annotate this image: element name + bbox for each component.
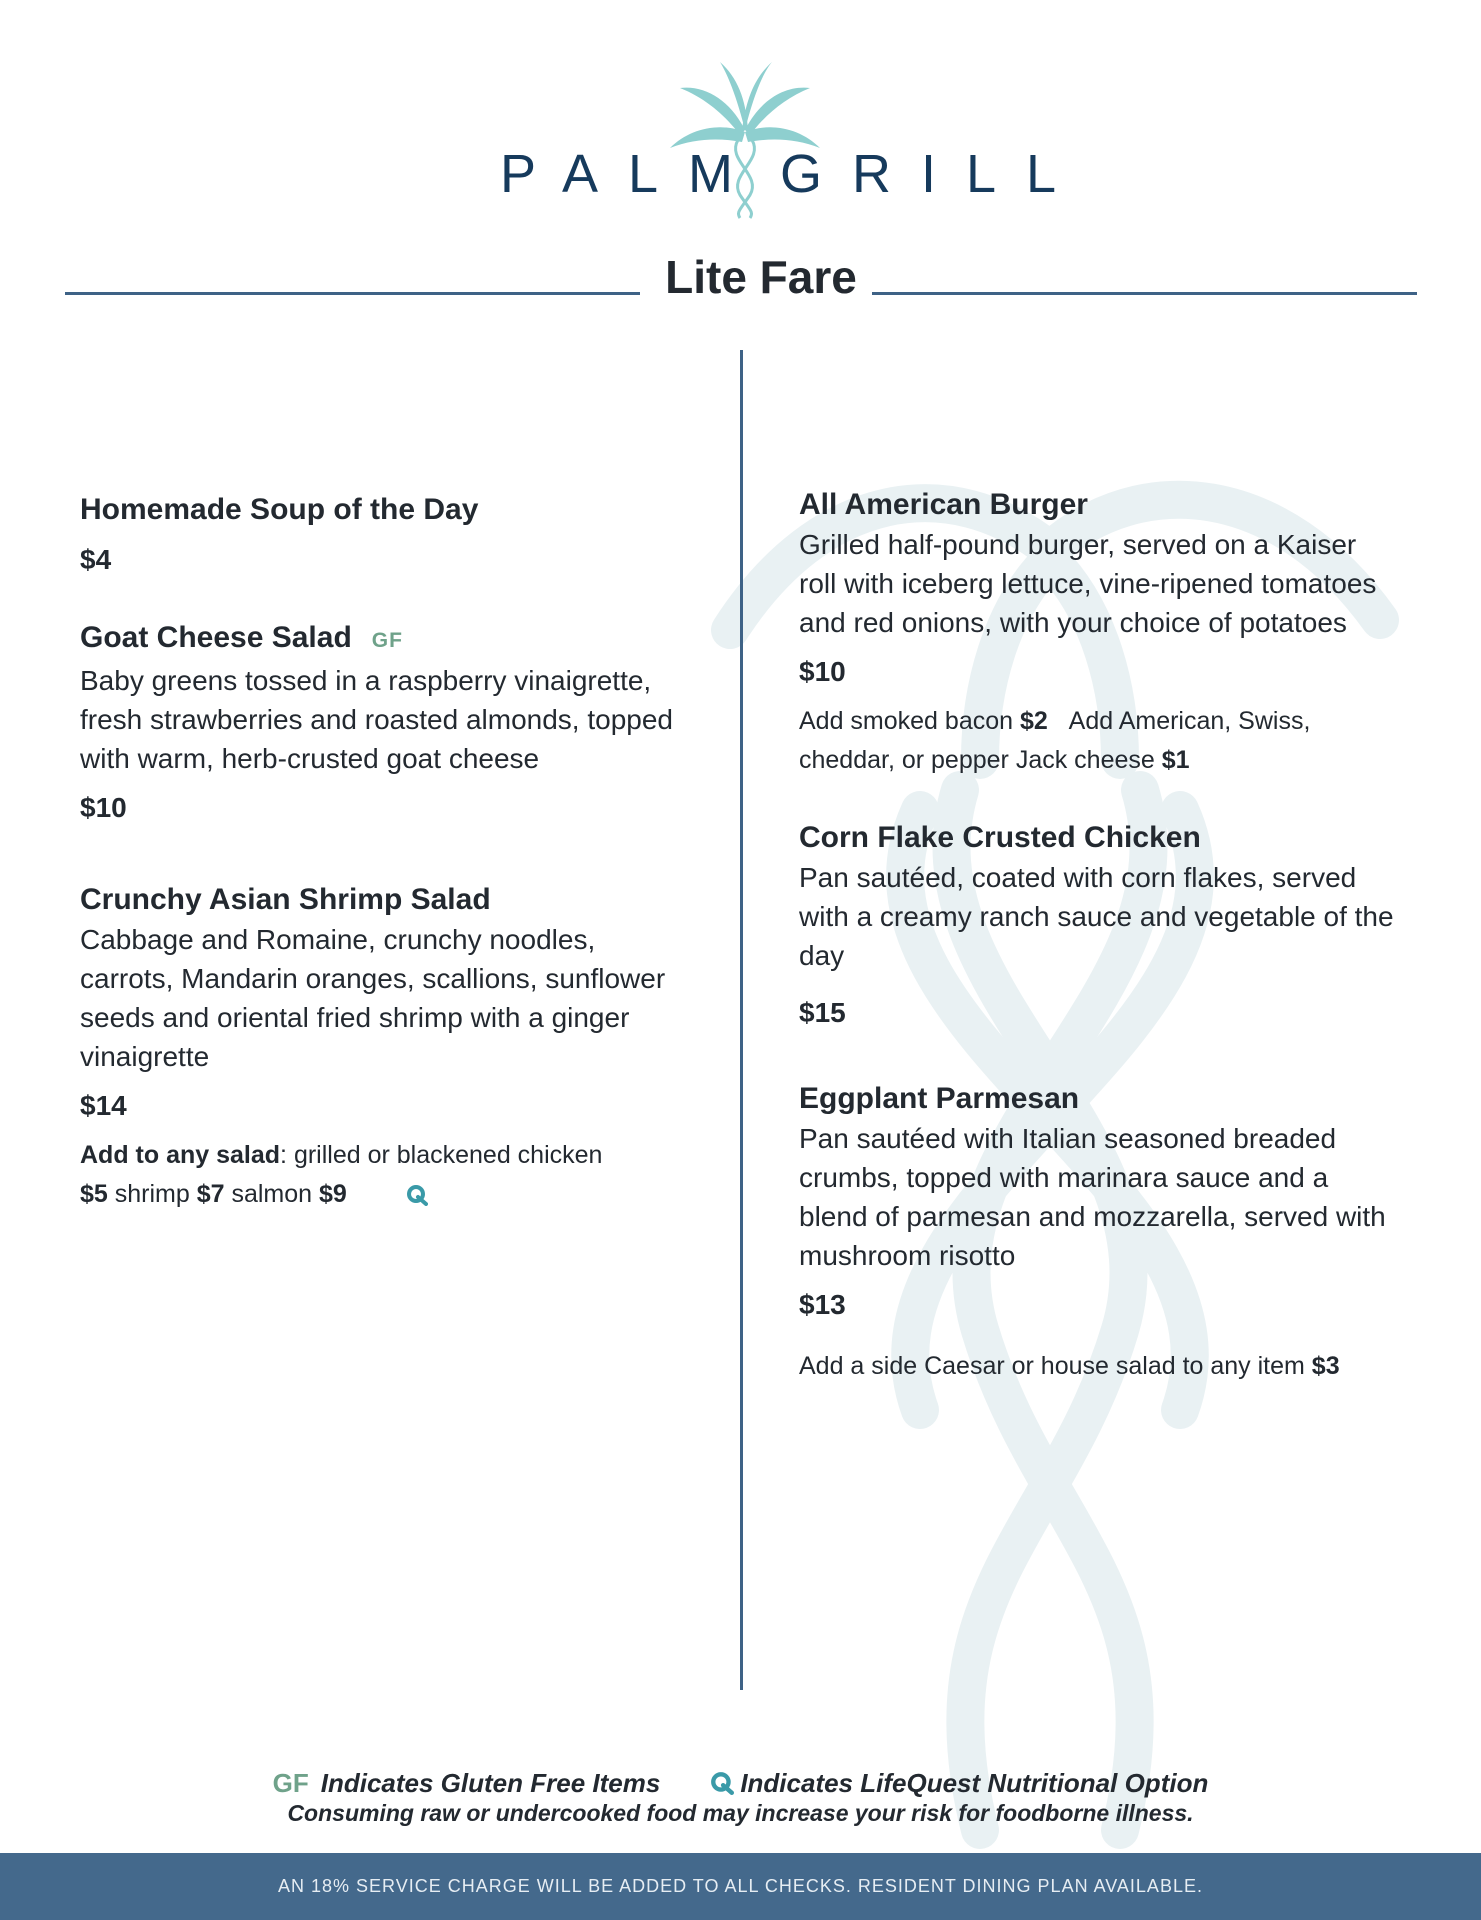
q-swirl-icon: [710, 1771, 734, 1795]
item-price: $13: [799, 1289, 846, 1320]
item-price: $10: [80, 792, 127, 823]
gf-legend-text: Indicates Gluten Free Items: [320, 1768, 661, 1798]
item-name-text: Goat Cheese Salad: [80, 621, 352, 654]
menu-item: [799, 818, 1399, 1033]
title-rule-left: [65, 292, 640, 295]
q-swirl-icon: [406, 1184, 428, 1206]
menu-item: [799, 485, 1399, 780]
addon-text: Add American, Swiss, cheddar, or pepper Jack cheese: [799, 707, 1311, 774]
menu-item: [799, 1079, 1399, 1325]
section-header: [65, 250, 1417, 320]
item-name: Eggplant Parmesan: [799, 1082, 1080, 1115]
item-description: Baby greens tossed in a raspberry vinaigrette, fresh strawberries and roasted almonds, topped with warm, herb-crusted goat cheese: [80, 665, 673, 774]
item-name: Homemade Soup of the Day: [80, 493, 479, 526]
item-price: $10: [799, 656, 846, 687]
item-name: Crunchy Asian Shrimp Salad: [80, 883, 491, 916]
addon-price: $2: [1019, 707, 1048, 735]
addon-lead: Add to any salad: [80, 1141, 281, 1169]
item-description: Cabbage and Romaine, crunchy noodles, carrots, Mandarin oranges, scallions, sunflower seeds and oriental fried shrimp with a ginger vinaigrette: [80, 924, 666, 1072]
menu-item: [80, 880, 680, 1126]
item-price: $4: [80, 544, 112, 575]
item-price: $15: [799, 997, 846, 1028]
addon-price: $5: [80, 1180, 108, 1208]
q-legend-text: Indicates LifeQuest Nutritional Option: [740, 1768, 1209, 1798]
item-name: [80, 618, 680, 661]
service-charge-text: AN 18% SERVICE CHARGE WILL BE ADDED TO ALL CHECKS. RESIDENT DINING PLAN AVAILABLE.: [278, 1876, 1203, 1896]
food-safety-warning: Consuming raw or undercooked food may increase your risk for foodborne illness.: [287, 1800, 1194, 1826]
addon-price: $3: [1311, 1352, 1340, 1380]
addon-text: Add a side Caesar or house salad to any item: [799, 1352, 1312, 1380]
brand-left-word: PALM: [500, 144, 764, 204]
item-description: Pan sautéed with Italian seasoned breaded crumbs, topped with marinara sauce and a blend of parmesan and mozzarella, served with mushroom risotto: [799, 1123, 1386, 1271]
item-price: $14: [80, 1090, 127, 1121]
item-name: All American Burger: [799, 488, 1088, 521]
item-description: Pan sautéed, coated with corn flakes, served with a creamy ranch sauce and vegetable of the day: [799, 862, 1394, 971]
left-column: [80, 490, 680, 1214]
addon-price: $9: [319, 1180, 347, 1208]
gf-badge: GF: [272, 1768, 309, 1798]
menu-item: [80, 490, 680, 580]
addon-price: $7: [196, 1180, 225, 1208]
gf-badge: GF: [371, 629, 403, 652]
menu-item: [80, 618, 680, 828]
addon-text: Add smoked bacon: [799, 707, 1020, 735]
item-description: Grilled half-pound burger, served on a Kaiser roll with iceberg lettuce, vine-ripened tomatoes and red onions, with your choice of potatoes: [799, 529, 1377, 638]
salad-addon: [80, 1136, 680, 1214]
burger-addon: [799, 702, 1399, 780]
side-addon: [799, 1347, 1399, 1386]
legend: [0, 1768, 1481, 1799]
addon-text: shrimp: [107, 1180, 197, 1208]
addon-text: : grilled or blackened chicken: [280, 1141, 603, 1169]
addon-text: salmon: [224, 1180, 320, 1208]
section-title: Lite Fare: [665, 251, 857, 303]
column-divider: [740, 350, 743, 1690]
right-column: [799, 485, 1399, 1386]
service-charge-bar: [0, 1853, 1481, 1920]
title-rule-right: [872, 292, 1417, 295]
addon-price: $1: [1161, 746, 1190, 774]
brand-right-word: GRILL: [780, 144, 1087, 204]
item-name: Corn Flake Crusted Chicken: [799, 821, 1201, 854]
